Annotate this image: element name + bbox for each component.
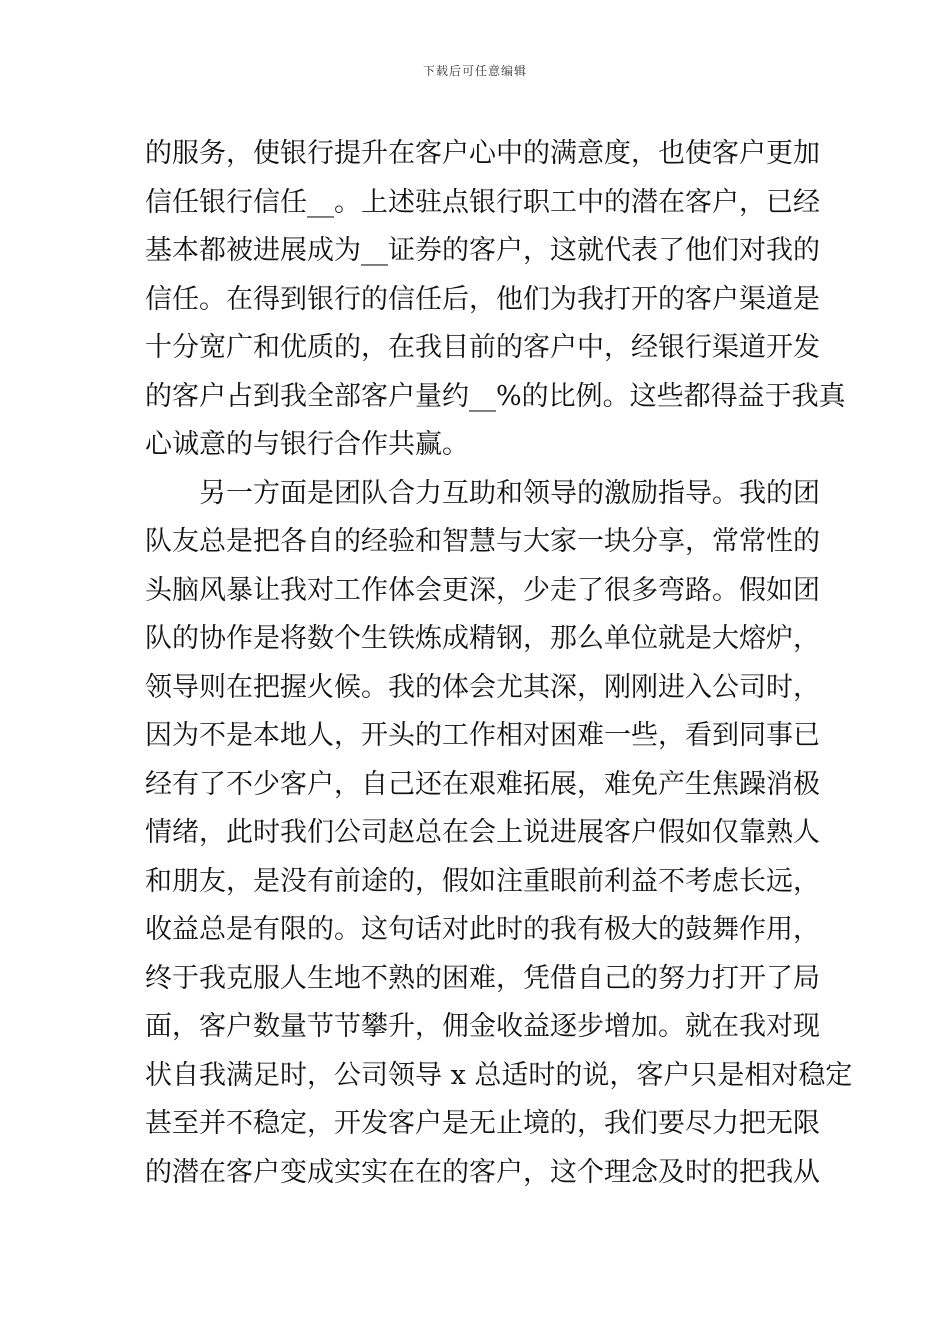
page-header: 下载后可任意编辑 xyxy=(422,64,527,78)
text-line: 和朋友，是没有前途的，假如注重眼前利益不考虑长远， xyxy=(145,865,820,897)
text-line: 信任银行信任__。上述驻点银行职工中的潜在客户，已经 xyxy=(145,186,820,218)
text-line: 收益总是有限的。这句话对此时的我有极大的鼓舞作用， xyxy=(145,914,820,945)
text-line: 队友总是把各自的经验和智慧与大家一块分享，常常性的 xyxy=(145,526,820,557)
text-line: 的客户占到我全部客户量约__%的比例。这些都得益于我真 xyxy=(145,380,846,412)
text-line: 另一方面是团队合力互助和领导的激励指导。我的团 xyxy=(145,477,820,509)
text-line: 因为不是本地人，开头的工作相对困难一些，看到同事已 xyxy=(145,720,820,751)
text-line: 情绪，此时我们公司赵总在会上说进展客户假如仅靠熟人 xyxy=(145,817,820,848)
text-line: 头脑风暴让我对工作体会更深，少走了很多弯路。假如团 xyxy=(145,574,820,606)
text-line: 心诚意的与银行合作共赢。 xyxy=(145,429,469,460)
body-text xyxy=(145,130,853,1197)
text-line: 经有了不少客户，自己还在艰难拓展，难免产生焦躁消极 xyxy=(145,768,820,800)
text-line: 十分宽广和优质的，在我目前的客户中，经银行渠道开发 xyxy=(145,332,820,363)
text-line: 基本都被进展成为__证券的客户，这就代表了他们对我的 xyxy=(145,235,820,266)
text-line: 队的协作是将数个生铁炼成精钢，那么单位就是大熔炉， xyxy=(145,623,820,654)
text-line: 面，客户数量节节攀升，佣金收益逐步增加。就在我对现 xyxy=(145,1011,820,1042)
text-line: 信任。在得到银行的信任后，他们为我打开的客户渠道是 xyxy=(145,283,820,315)
text-line: 的潜在客户变成实实在在的客户，这个理念及时的把我从 xyxy=(145,1156,820,1188)
text-line: 终于我克服人生地不熟的困难，凭借自己的努力打开了局 xyxy=(145,962,820,994)
text-line: 领导则在把握火候。我的体会尤其深，刚刚进入公司时， xyxy=(145,671,820,703)
text-line: 的服务，使银行提升在客户心中的满意度，也使客户更加 xyxy=(145,138,820,169)
text-line: 甚至并不稳定，开发客户是无止境的，我们要尽力把无限 xyxy=(145,1108,820,1139)
text-line: 状自我满足时，公司领导 x 总适时的说，客户只是相对稳定 xyxy=(145,1059,853,1091)
